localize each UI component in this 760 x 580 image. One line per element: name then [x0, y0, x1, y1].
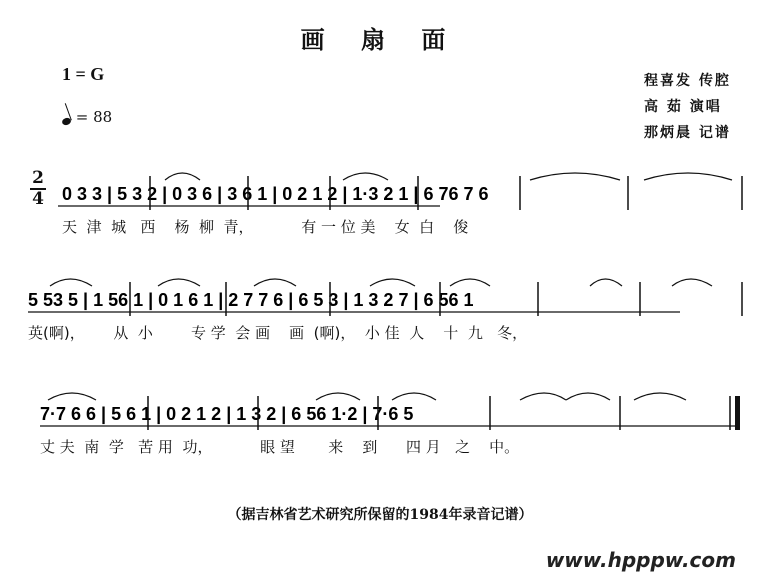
credit-arranger: 程喜发 传腔	[644, 73, 731, 89]
lyrics-row-3: 丈 夫 南 学 苦 用 功， 眼 望 来 到 四 月 之 中。	[40, 438, 520, 456]
key-signature: 1 = G	[62, 64, 105, 84]
slur	[370, 279, 415, 286]
slur	[50, 279, 92, 286]
site-watermark: www.hpppw.com	[545, 548, 736, 572]
tempo-value: = 88	[75, 108, 113, 126]
slur	[644, 173, 732, 180]
notes-row-1: 0 3 3 | 5 3 2 | 0 3 6 | 3 6 1 | 0 2 1 2 | 1·3 2 1 | 6 76 7 6	[62, 184, 489, 204]
slur	[48, 393, 96, 400]
score-row-2	[28, 279, 742, 316]
time-signature-top: 2	[32, 168, 44, 188]
slur	[392, 393, 436, 400]
slur	[520, 393, 566, 400]
notes-row-3: 7·7 6 6 | 5 6 1 | 0 2 1 2 | 1 3 2 | 6 56 1·2 | 7·6 5	[40, 404, 414, 424]
slur	[254, 279, 296, 286]
slur	[566, 393, 610, 400]
slur	[672, 279, 712, 286]
slur	[343, 173, 388, 180]
time-signature-bottom: 4	[32, 189, 44, 209]
source-note: （据吉林省艺术研究所保留的1984年录音记谱）	[227, 507, 533, 523]
slur	[165, 173, 200, 180]
lyrics-row-2: 英(啊)， 从 小 专 学 会 画 画 (啊)， 小 佳 人 十 九 冬，	[28, 324, 528, 342]
credit-transcriber: 那炳晨 记谱	[644, 125, 731, 141]
score-row-3	[40, 393, 740, 430]
song-title: 画 扇 面	[300, 25, 460, 54]
slur	[158, 279, 200, 286]
slur	[590, 279, 622, 286]
slur	[316, 393, 360, 400]
notes-row-2: 5 53 5 | 1 56 1 | 0 1 6 1 | 2 7 7 6 | 6 5 3 | 1 3 2 7 | 6 56 1	[28, 290, 474, 310]
score-row-1	[58, 173, 742, 210]
slur	[530, 173, 620, 180]
lyrics-row-1: 天 津 城 西 杨 柳 青， 有 一 位 美 女 白 俊	[62, 218, 469, 236]
slur	[450, 279, 490, 286]
credit-singer: 高 茹 演唱	[644, 99, 722, 115]
final-barline-thick	[735, 396, 740, 430]
slur	[634, 393, 686, 400]
